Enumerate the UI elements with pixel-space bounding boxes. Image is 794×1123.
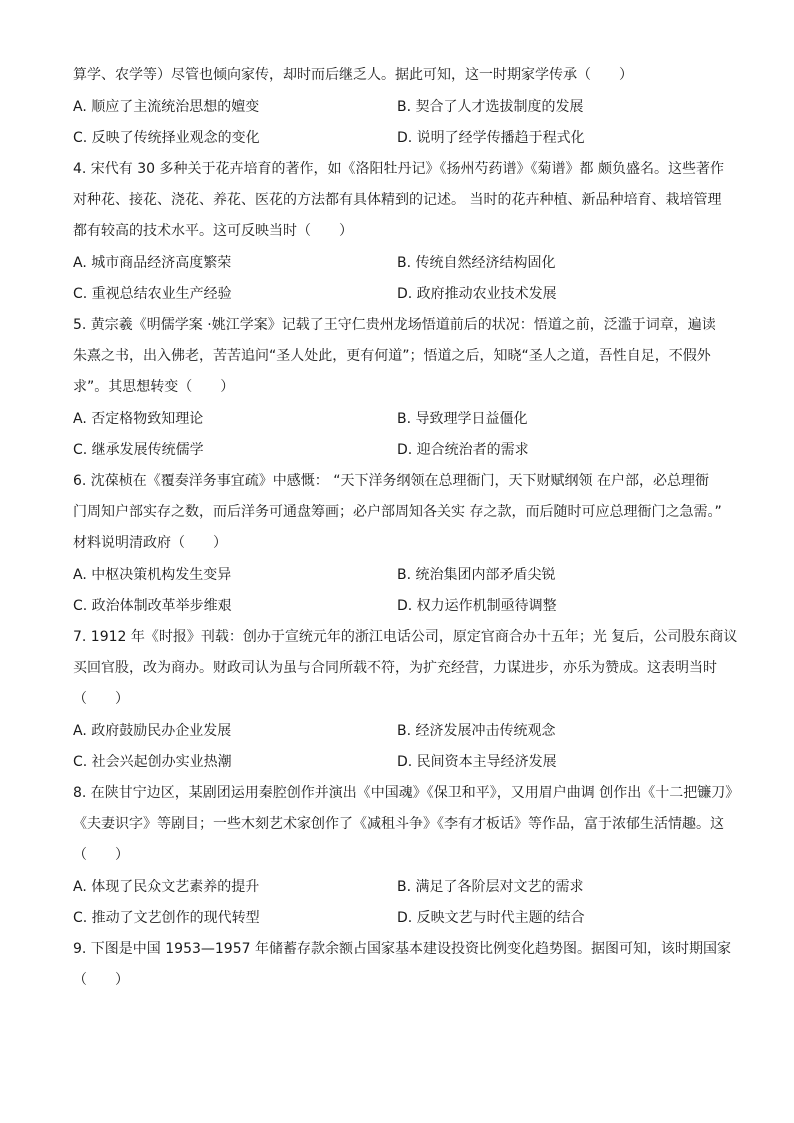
question-6-stem-line-2: 门周知户部实存之数，而后洋务可通盘筹画；必户部周知各关实 存之款，而后随时可应总理衙门之急需。” (73, 504, 722, 520)
q7-option-c: C. 社会兴起创办实业热潮 (73, 754, 232, 770)
q3-option-c: C. 反映了传统择业观念的变化 (73, 130, 260, 146)
q4-option-b: B. 传统自然经济结构固化 (397, 255, 556, 271)
q8-option-d: D. 反映文艺与时代主题的结合 (397, 910, 585, 926)
question-3-stem-line: 算学、农学等）尽管也倾向家传，却时而后继乏人。据此可知，这一时期家学传承（ ） (73, 67, 633, 83)
q8-option-b: B. 满足了各阶层对文艺的需求 (397, 879, 584, 895)
q5-option-d: D. 迎合统治者的需求 (397, 442, 529, 458)
q8-option-c: C. 推动了文艺创作的现代转型 (73, 910, 260, 926)
q4-option-d: D. 政府推动农业技术发展 (397, 286, 557, 302)
question-5-stem-line-3: 求”。其思想转变（ ） (73, 379, 235, 395)
question-6-stem-line-3: 材料说明清政府（ ） (73, 535, 227, 551)
q6-option-d: D. 权力运作机制亟待调整 (397, 598, 557, 614)
q6-option-c: C. 政治体制改革举步维艰 (73, 598, 232, 614)
q7-option-a: A. 政府鼓励民办企业发展 (73, 723, 232, 739)
question-9-stem-line-2: （ ） (73, 972, 129, 988)
question-4-stem-line-1: 4. 宋代有 30 多种关于花卉培育的著作，如《洛阳牡丹记》《扬州芍药谱》《菊谱》都 颇负盛名。这些著作 (73, 161, 724, 177)
question-9-stem-line-1: 9. 下图是中国 1953—1957 年储蓄存款余额占国家基本建设投资比例变化趋势图。据图可知，该时期国家 (73, 941, 731, 957)
q4-option-a: A. 城市商品经济高度繁荣 (73, 255, 232, 271)
q5-option-b: B. 导致理学日益僵化 (397, 411, 528, 427)
q6-option-a: A. 中枢决策机构发生变异 (73, 567, 232, 583)
question-6-stem-line-1: 6. 沈葆桢在《覆奏洋务事宜疏》中感慨： “天下洋务纲领在总理衙门，天下财赋纲领 在户部，必总理衙 (73, 473, 709, 489)
question-4-stem-line-2: 对种花、接花、浇花、养花、医花的方法都有具体精到的记述。 当时的花卉种植、新品种培育、栽培管理 (73, 192, 722, 208)
question-5-stem-line-2: 朱熹之书，出入佛老，苦苦追问“圣人处此，更有何道”；悟道之后，知晓“圣人之道，吾性自足，不假外 (73, 348, 711, 364)
question-4-stem-line-3: 都有较高的技术水平。这可反映当时（ ） (73, 223, 353, 239)
question-7-stem-line-1: 7. 1912 年《时报》刊载：创办于宣统元年的浙江电话公司，原定官商合办十五年；光 复后，公司股东商议 (73, 629, 738, 645)
q3-option-d: D. 说明了经学传播趋于程式化 (397, 130, 585, 146)
q3-option-b: B. 契合了人才选拔制度的发展 (397, 99, 584, 115)
question-7-stem-line-3: （ ） (73, 691, 129, 707)
question-8-stem-line-3: （ ） (73, 847, 129, 863)
question-7-stem-line-2: 买回官股，改为商办。财政司认为虽与合同所载不符，为扩充经营，力谋进步，亦乐为赞成。这表明当时 (73, 660, 717, 676)
q8-option-a: A. 体现了民众文艺素养的提升 (73, 879, 260, 895)
q3-option-a: A. 顺应了主流统治思想的嬗变 (73, 99, 260, 115)
question-8-stem-line-1: 8. 在陕甘宁边区，某剧团运用秦腔创作并演出《中国魂》《保卫和平》，又用眉户曲调 创作出《十二把镰刀》 (73, 785, 740, 801)
question-5-stem-line-1: 5. 黄宗羲《明儒学案 ·姚江学案》记载了王守仁贵州龙场悟道前后的状况：悟道之前，泛滥于词章，遍读 (73, 317, 716, 333)
q7-option-d: D. 民间资本主导经济发展 (397, 754, 557, 770)
q6-option-b: B. 统治集团内部矛盾尖锐 (397, 567, 556, 583)
question-8-stem-line-2: 《夫妻识字》等剧目；一些木刻艺术家创作了《减租斗争》《李有才板话》等作品，富于浓郁生活情趣。这 (73, 816, 724, 832)
q5-option-c: C. 继承发展传统儒学 (73, 442, 204, 458)
q4-option-c: C. 重视总结农业生产经验 (73, 286, 232, 302)
q5-option-a: A. 否定格物致知理论 (73, 411, 204, 427)
q7-option-b: B. 经济发展冲击传统观念 (397, 723, 556, 739)
